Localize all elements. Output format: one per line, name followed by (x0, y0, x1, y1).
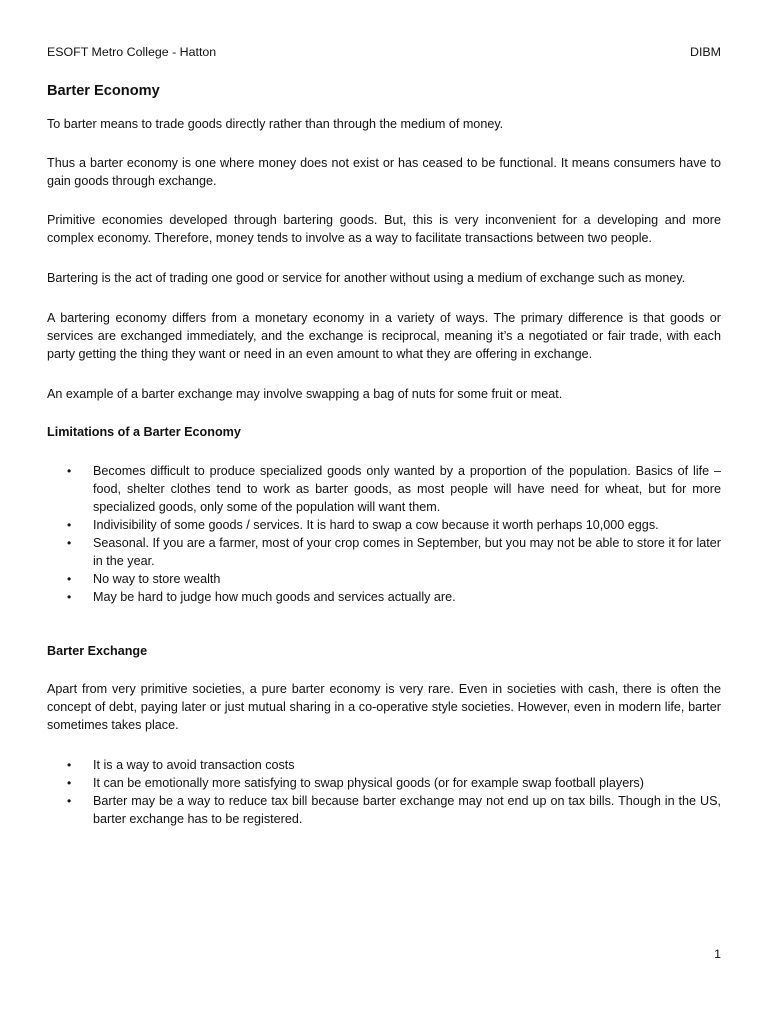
list-item-text: It is a way to avoid transaction costs (93, 758, 295, 772)
bullet-icon: • (67, 464, 72, 478)
intro-paragraph-3: Primitive economies developed through bartering goods. But, this is very inconvenient for a developing and more complex economy. Therefore, money tends to involve as a way to facilitate transactions between two people. (47, 213, 721, 245)
limitations-heading: Limitations of a Barter Economy (47, 425, 241, 439)
list-item-text: Indivisibility of some goods / services. It is hard to swap a cow because it worth perhaps 10,000 eggs. (93, 518, 659, 532)
bullet-icon: • (67, 776, 72, 790)
list-item-text: It can be emotionally more satisfying to swap physical goods (or for example swap football players) (93, 776, 644, 790)
page-header (47, 44, 721, 60)
list-item (47, 588, 721, 606)
intro-paragraph-2: Thus a barter economy is one where money does not exist or has ceased to be functional. It means consumers have to gain goods through exchange. (47, 156, 721, 188)
list-item (47, 516, 721, 534)
bullet-icon: • (67, 572, 72, 586)
intro-paragraph-1: To barter means to trade goods directly rather than through the medium of money. (47, 117, 504, 131)
list-item (47, 774, 721, 792)
page-number: 1 (714, 947, 721, 961)
list-item-text: Becomes difficult to produce specialized goods only wanted by a proportion of the population. Basics of life – food, shelter clothes tend to work as barter goods, as most people will have need for wheat, but for more specialized goods, only some of the population will want them. (93, 464, 721, 514)
list-item-text: Seasonal. If you are a farmer, most of your crop comes in September, but you may not be able to store it for later in the year. (93, 536, 721, 568)
list-item-text: Barter may be a way to reduce tax bill because barter exchange may not end up on tax bills. Though in the US, barter exchange has to be registered. (93, 794, 721, 826)
bullet-icon: • (67, 536, 72, 550)
list-item-text: No way to store wealth (93, 572, 221, 586)
list-item (47, 462, 721, 516)
intro-paragraph-5: A bartering economy differs from a monetary economy in a variety of ways. The primary difference is that goods or services are exchanged immediately, and the exchange is reciprocal, meaning it’s a negotiated or fair trade, with each party getting the thing they want or need in an even amount to what they are offering in exchange. (47, 311, 721, 361)
intro-paragraph-6: An example of a barter exchange may involve swapping a bag of nuts for some fruit or meat. (47, 387, 563, 401)
bullet-icon: • (67, 758, 72, 772)
bullet-icon: • (67, 590, 72, 604)
list-item (47, 792, 721, 828)
list-item (47, 570, 721, 588)
list-item (47, 756, 721, 774)
header-course-code: DIBM (690, 45, 721, 59)
bullet-icon: • (67, 518, 72, 532)
list-item (47, 534, 721, 570)
intro-paragraph-4: Bartering is the act of trading one good or service for another without using a medium of exchange such as money. (47, 271, 686, 285)
header-college-name: ESOFT Metro College - Hatton (47, 45, 217, 59)
document-title: Barter Economy (47, 83, 160, 99)
barter-exchange-heading: Barter Exchange (47, 644, 148, 658)
barter-exchange-list (47, 756, 721, 828)
bullet-icon: • (67, 794, 72, 808)
barter-exchange-paragraph: Apart from very primitive societies, a pure barter economy is very rare. Even in societies with cash, there is often the concept of debt, paying later or just mutual sharing in a co-operative style societies. However, even in modern life, barter sometimes takes place. (47, 682, 721, 732)
document-page (47, 44, 721, 828)
limitations-list (47, 462, 721, 606)
list-item-text: May be hard to judge how much goods and services actually are. (93, 590, 456, 604)
